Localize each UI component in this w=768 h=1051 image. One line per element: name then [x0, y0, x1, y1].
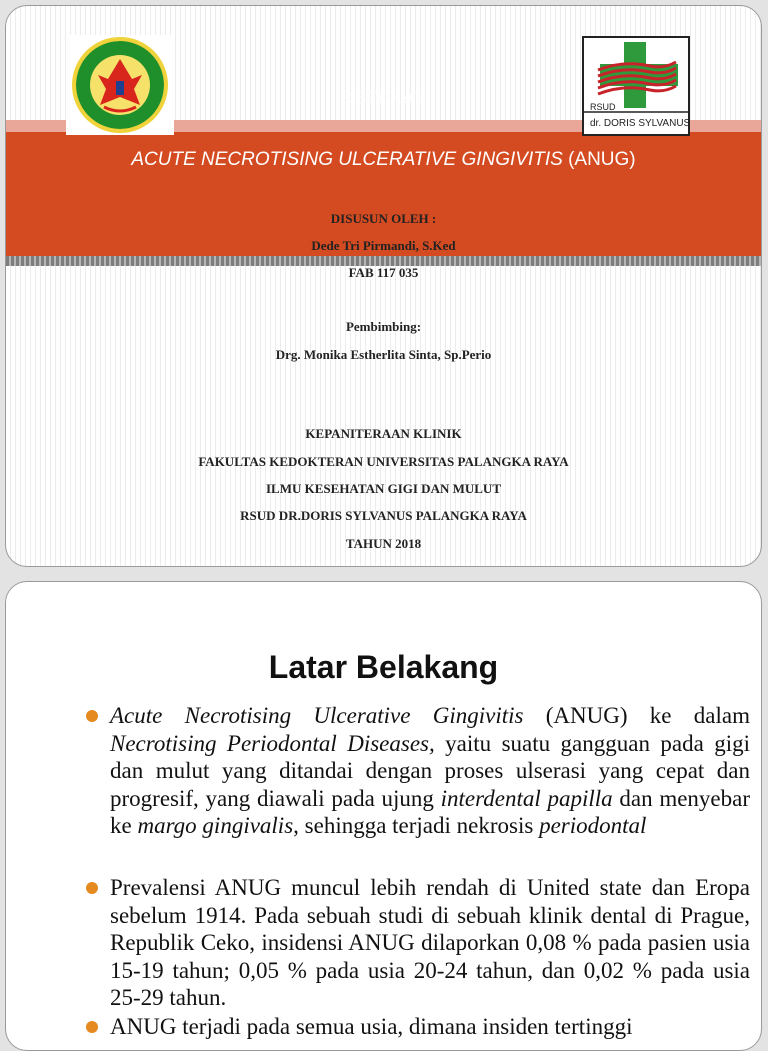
bullet-dot-icon [86, 882, 98, 894]
bullet-dot-icon [86, 710, 98, 722]
title-italic: ACUTE NECROTISING ULCERATIVE GINGIVITIS [131, 149, 563, 170]
title-slide [5, 5, 762, 567]
bullet-text: ANUG terjadi pada semua usia, dimana insiden tertinggi [110, 1014, 633, 1039]
slide-title [6, 149, 761, 171]
hospital-logo [582, 36, 690, 136]
institution-line: RSUD DR.DORIS SYLVANUS PALANGKA RAYA [240, 508, 527, 523]
institution-line: TAHUN 2018 [345, 536, 422, 551]
title-abbrev: (ANUG) [568, 149, 636, 170]
hospital-logo-text-2: dr. DORIS SYLVANUS [590, 118, 688, 129]
slide-heading: Latar Belakang [268, 649, 499, 685]
student-id: FAB 117 035 [348, 265, 419, 280]
bullet-item [86, 874, 758, 1012]
institution-line: ILMU KESEHATAN GIGI DAN MULUT [266, 481, 501, 496]
bullet-item [86, 702, 758, 840]
bullet-text: Acute Necrotising Ulcerative Gingivitis (ANUG) ke dalam Necrotising Periodontal Diseases, yaitu suatu gangguan pada gigi dan mulut yang ditandai dengan proses ulserasi yang cepat dan progresif, yang diawali pada ujung interdental papilla dan menyebar ke margo gingivalis, sehingga terjadi nekrosis periodontal [110, 703, 751, 838]
author-name: Dede Tri Pirmandi, S.Ked [311, 238, 456, 253]
institution-line: KEPANITERAAN KLINIK [305, 426, 462, 441]
supervisor-name: Drg. Monika Estherlita Sinta, Sp.Perio [275, 347, 492, 362]
bullet-dot-icon [86, 1021, 98, 1033]
content-slide [5, 581, 762, 1051]
hospital-logo-text-1: RSUD [590, 102, 616, 112]
university-logo [66, 35, 174, 135]
ghost-label: REFERAT [340, 87, 426, 107]
bullet-text: Prevalensi ANUG muncul lebih rendah di United state dan Eropa sebelum 1914. Pada sebuah studi di sebuah klinik dental di Prague, Republik Ceko, insidensi ANUG dilaporkan 0,08 % pada pasien usia 15-19 tahun; 0,05 % pada usia 20-24 tahun, dan 0,02 % pada usia 25-29 tahun. [110, 875, 750, 1010]
pembimbing-label: Pembimbing: [345, 319, 422, 334]
disusun-label: DISUSUN OLEH : [330, 211, 437, 226]
institution-line: FAKULTAS KEDOKTERAN UNIVERSITAS PALANGKA RAYA [198, 454, 569, 469]
bullet-item [86, 1013, 758, 1041]
